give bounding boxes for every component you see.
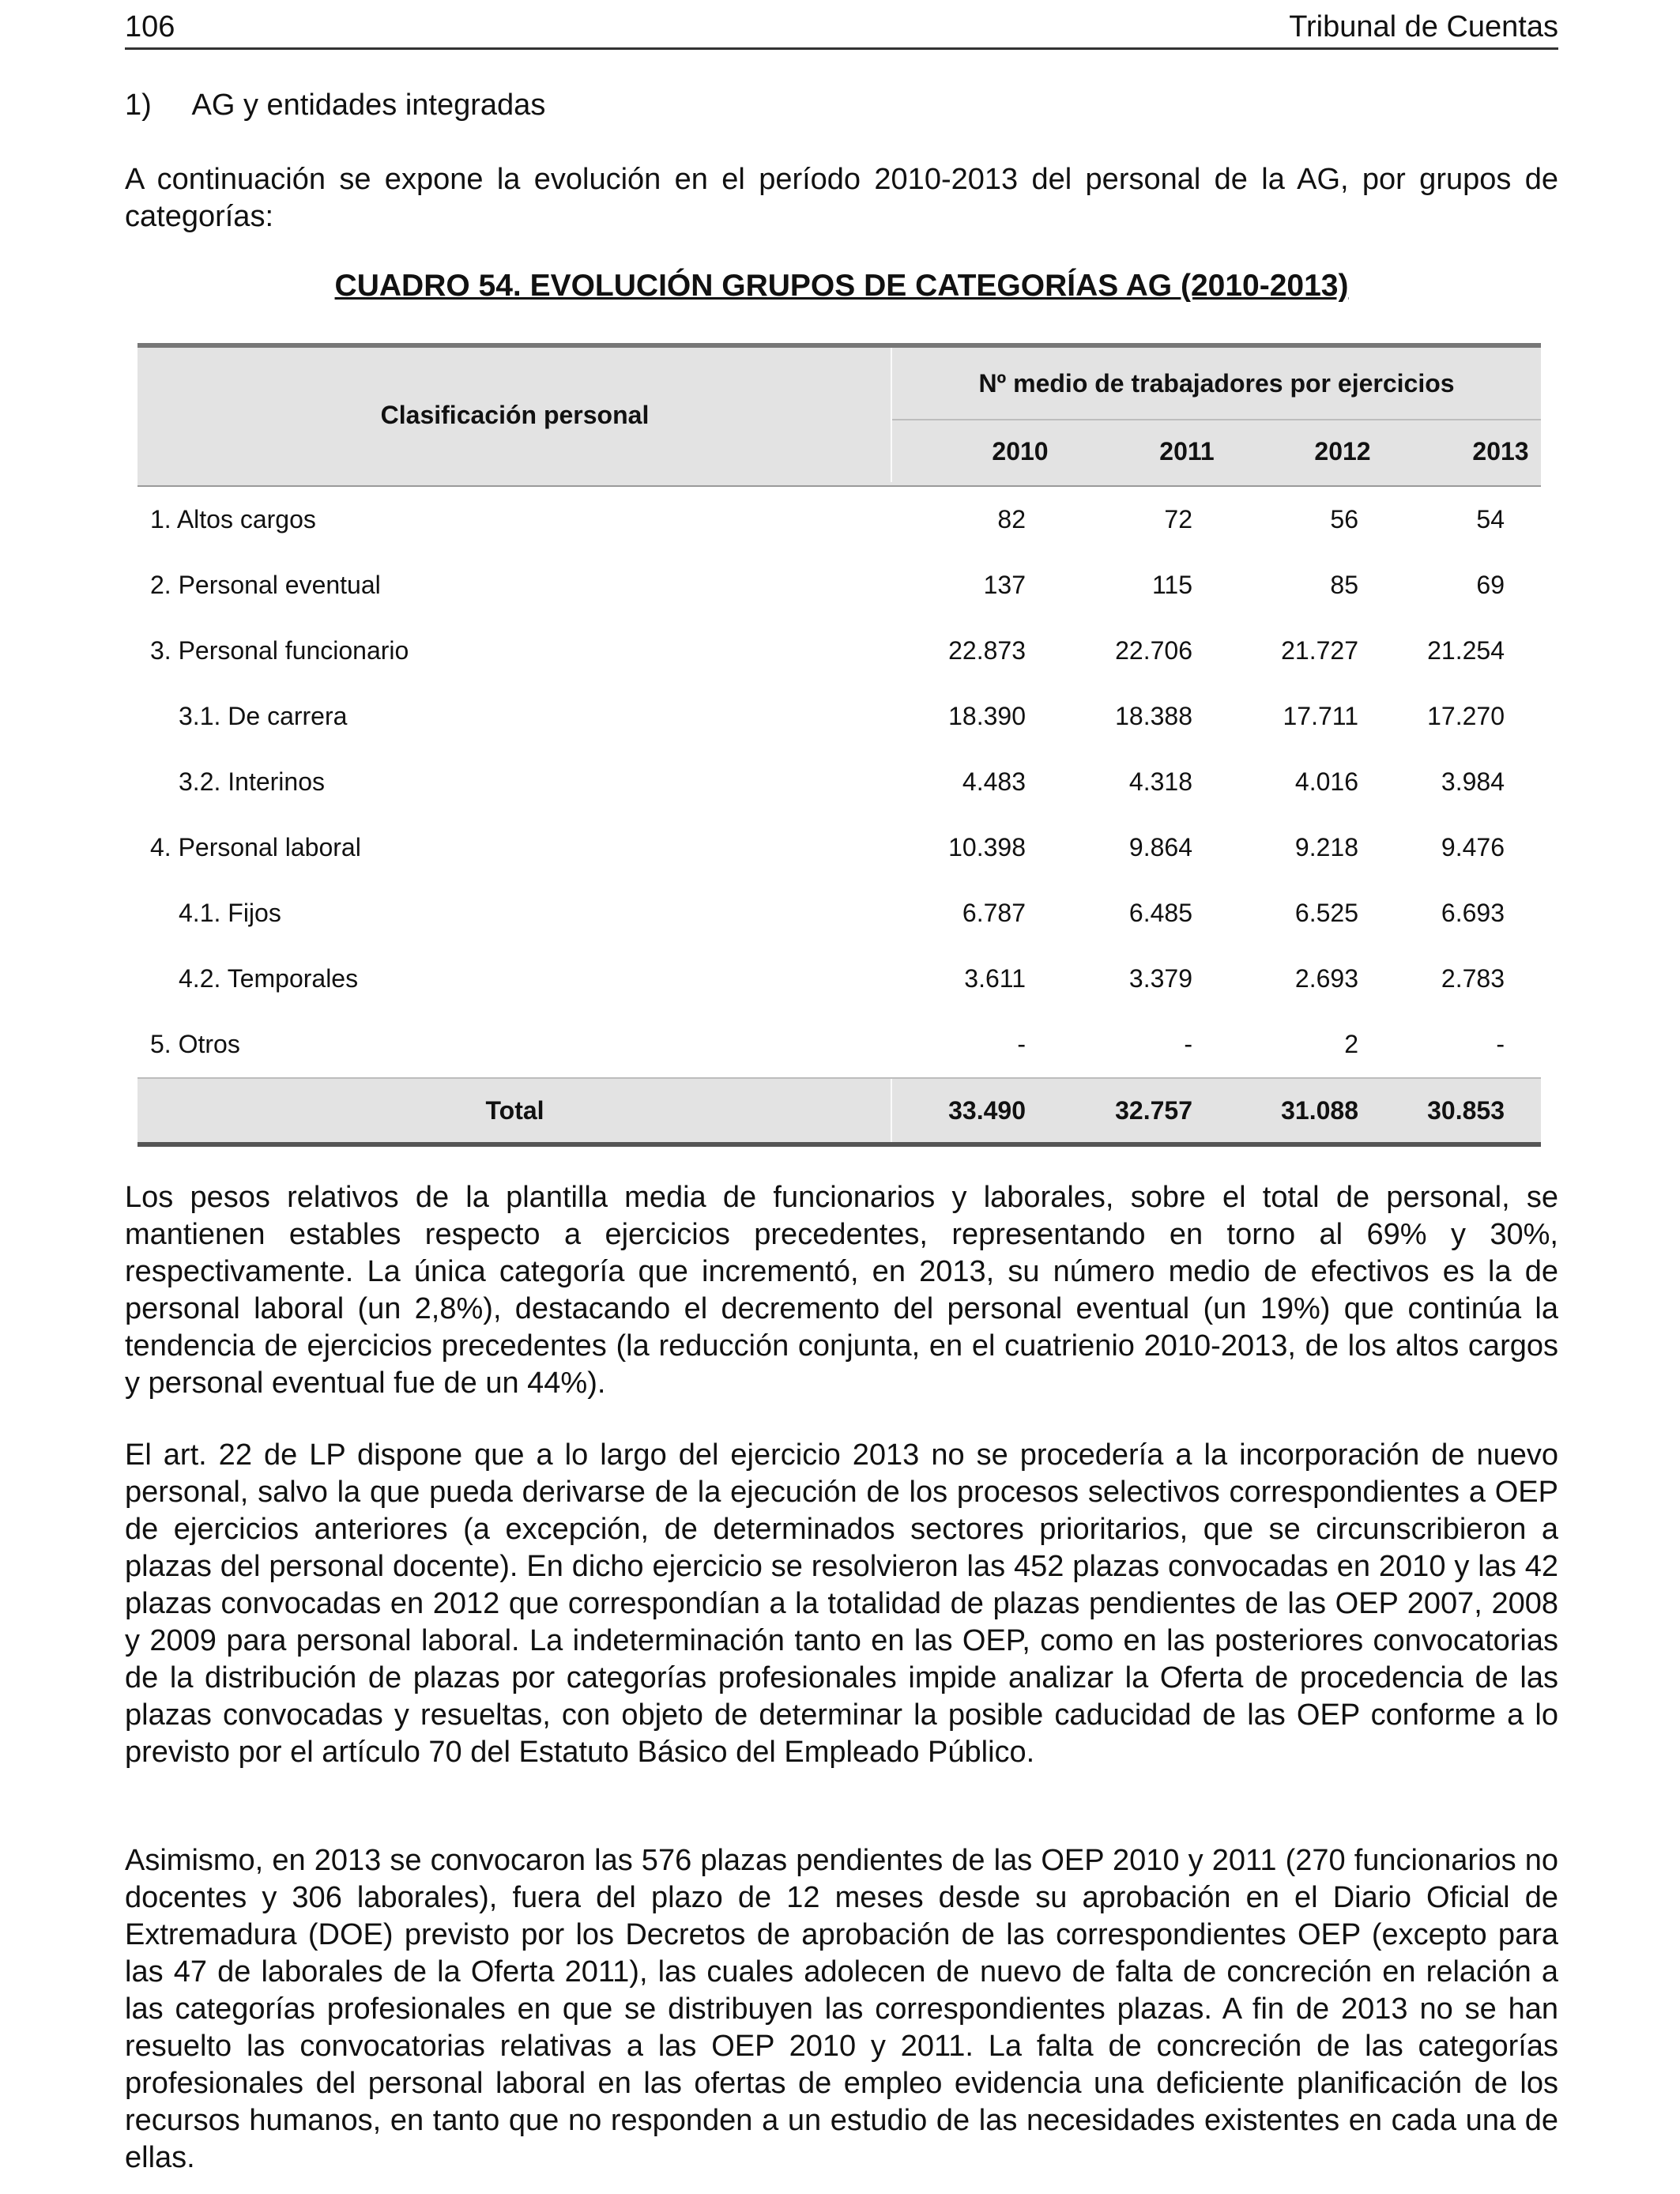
cell-value: 22.706 — [1115, 636, 1192, 665]
label-column-header: Clasificación personal — [380, 400, 650, 429]
group-column-header: Nº medio de trabajadores por ejercicios — [892, 348, 1541, 420]
year-header: 2013 — [1472, 436, 1529, 466]
cell-value: 6.525 — [1294, 899, 1358, 927]
cell-value: 3.984 — [1441, 767, 1505, 796]
body-paragraph: Los pesos relativos de la plantilla media de funcionarios y laborales, sobre el total de personal, se mantienen estables respecto a ejercicios precedentes, representando en torno al 69% y 30%, respectivamente. La única categoría que incrementó, en 2013, su número medio de efectivos es la de personal laboral (un 2,8%), destacando el decremento del personal eventual (un 19%) que continúa la tendencia de ejercicios precedentes (la reducción conjunta, en el cuatrienio 2010-2013, de los altos cargos y personal eventual fue de un 44%). — [125, 1181, 1558, 1400]
body-paragraph: El art. 22 de LP dispone que a lo largo del ejercicio 2013 no se procedería a la incorporación de nuevo personal, salvo la que pueda derivarse de la ejecución de los procesos selectivos correspondientes a OEP de ejercicios anteriores (a excepción, de determinados sectores prioritarios, que se circunscribieron a plazas del personal docente). En dicho ejercicio se resolvieron las 452 plazas convocadas en 2010 y las 42 plazas convocadas en 2012 que correspondían a la totalidad de plazas pendientes de las OEP 2007, 2008 y 2009 para personal laboral. La indeterminación tanto en las OEP, como en las posteriores convocatorias de la distribución de plazas por categorías profesionales impide analizar la Oferta de procedencia de las plazas convocadas y resueltas, con objeto de determinar la posible caducidad de las OEP conforme a lo previsto por el artículo 70 del Estatuto Básico del Empleado Público. — [125, 1438, 1558, 1769]
cell-value: 21.727 — [1281, 636, 1358, 665]
cell-value: 2 — [1344, 1030, 1358, 1058]
table-title: CUADRO 54. EVOLUCIÓN GRUPOS DE CATEGORÍAS AG (2010-2013) — [334, 269, 1349, 303]
cell-value: 3.611 — [964, 964, 1026, 993]
cell-value: 9.864 — [1128, 833, 1192, 861]
year-header: 2010 — [992, 436, 1049, 466]
cell-value: 82 — [997, 505, 1026, 533]
total-row — [137, 1077, 1541, 1147]
table-row — [137, 684, 1541, 749]
row-label: 4.2. Temporales — [179, 964, 359, 993]
table-row — [137, 1012, 1541, 1077]
cell-value: 22.873 — [948, 636, 1026, 665]
table-row — [137, 749, 1541, 815]
table-row — [137, 880, 1541, 946]
cell-value: 6.485 — [1128, 899, 1192, 927]
intro-paragraph: A continuación se expone la evolución en el período 2010-2013 del personal de la AG, por grupos de categorías: — [125, 163, 1558, 233]
cell-value: - — [1017, 1030, 1026, 1058]
total-label: Total — [485, 1095, 544, 1125]
table-row — [137, 815, 1541, 880]
cell-value: 3.379 — [1128, 964, 1192, 993]
total-value: 30.853 — [1427, 1095, 1505, 1125]
row-label: 3.2. Interinos — [179, 767, 325, 796]
page-header — [125, 6, 1558, 50]
total-value: 33.490 — [948, 1095, 1026, 1125]
cell-value: 56 — [1330, 505, 1358, 533]
cell-value: 2.693 — [1294, 964, 1358, 993]
cell-value: 54 — [1476, 505, 1505, 533]
cell-value: 69 — [1476, 571, 1505, 599]
year-header: 2011 — [1159, 436, 1215, 466]
table-row — [137, 487, 1541, 552]
cell-value: 6.693 — [1441, 899, 1505, 927]
cell-value: 9.476 — [1441, 833, 1505, 861]
table-header — [137, 343, 1541, 487]
table-body — [137, 487, 1541, 1077]
table-row — [137, 552, 1541, 618]
row-label: 1. Altos cargos — [150, 505, 316, 533]
cell-value: 137 — [983, 571, 1026, 599]
cell-value: 85 — [1330, 571, 1358, 599]
year-header: 2012 — [1314, 436, 1371, 466]
section-heading: 1) AG y entidades integradas — [125, 89, 546, 122]
row-label: 4.1. Fijos — [179, 899, 281, 927]
cell-value: 4.483 — [962, 767, 1026, 796]
cell-value: 18.388 — [1115, 702, 1192, 730]
cell-value: 4.016 — [1294, 767, 1358, 796]
cell-value: 4.318 — [1128, 767, 1192, 796]
cell-value: - — [1496, 1030, 1505, 1058]
cell-value: 10.398 — [948, 833, 1026, 861]
row-label: 2. Personal eventual — [150, 571, 381, 599]
page-number: 106 — [125, 9, 175, 43]
cell-value: 17.270 — [1427, 702, 1505, 730]
cell-value: 9.218 — [1294, 833, 1358, 861]
cell-value: 115 — [1151, 571, 1192, 599]
row-label: 4. Personal laboral — [150, 833, 361, 861]
row-label: 3. Personal funcionario — [150, 636, 409, 665]
cell-value: 18.390 — [948, 702, 1026, 730]
total-value: 31.088 — [1281, 1095, 1358, 1125]
data-table — [137, 343, 1541, 1147]
table-row — [137, 618, 1541, 684]
cell-value: - — [1184, 1030, 1192, 1058]
table-row — [137, 946, 1541, 1012]
cell-value: 21.254 — [1427, 636, 1505, 665]
cell-value: 17.711 — [1283, 702, 1358, 730]
row-label: 5. Otros — [150, 1030, 240, 1058]
total-divider — [891, 1079, 892, 1142]
running-title: Tribunal de Cuentas — [1289, 9, 1558, 43]
cell-value: 72 — [1164, 505, 1192, 533]
cell-value: 2.783 — [1441, 964, 1505, 993]
cell-value: 6.787 — [962, 899, 1026, 927]
row-label: 3.1. De carrera — [179, 702, 348, 730]
body-paragraph: Asimismo, en 2013 se convocaron las 576 plazas pendientes de las OEP 2010 y 2011 (270 funcionarios no docentes y 306 laborales), fuera del plazo de 12 meses desde su aprobación en el Diario Oficial de Extremadura (DOE) previsto por los Decretos de aprobación de las correspondientes OEP (excepto para las 47 de laborales de la Oferta 2011), las cuales adolecen de nuevo de falta de concreción en relación a las categorías profesionales en que se distribuyen las correspondientes plazas. A fin de 2013 no se han resuelto las convocatorias relativas a las OEP 2010 y 2011. La falta de concreción de las categorías profesionales del personal laboral en las ofertas de empleo evidencia una deficiente planificación de los recursos humanos, en tanto que no responden a un estudio de las necesidades existentes en cada una de ellas. — [125, 1844, 1558, 2174]
total-value: 32.757 — [1115, 1095, 1192, 1125]
